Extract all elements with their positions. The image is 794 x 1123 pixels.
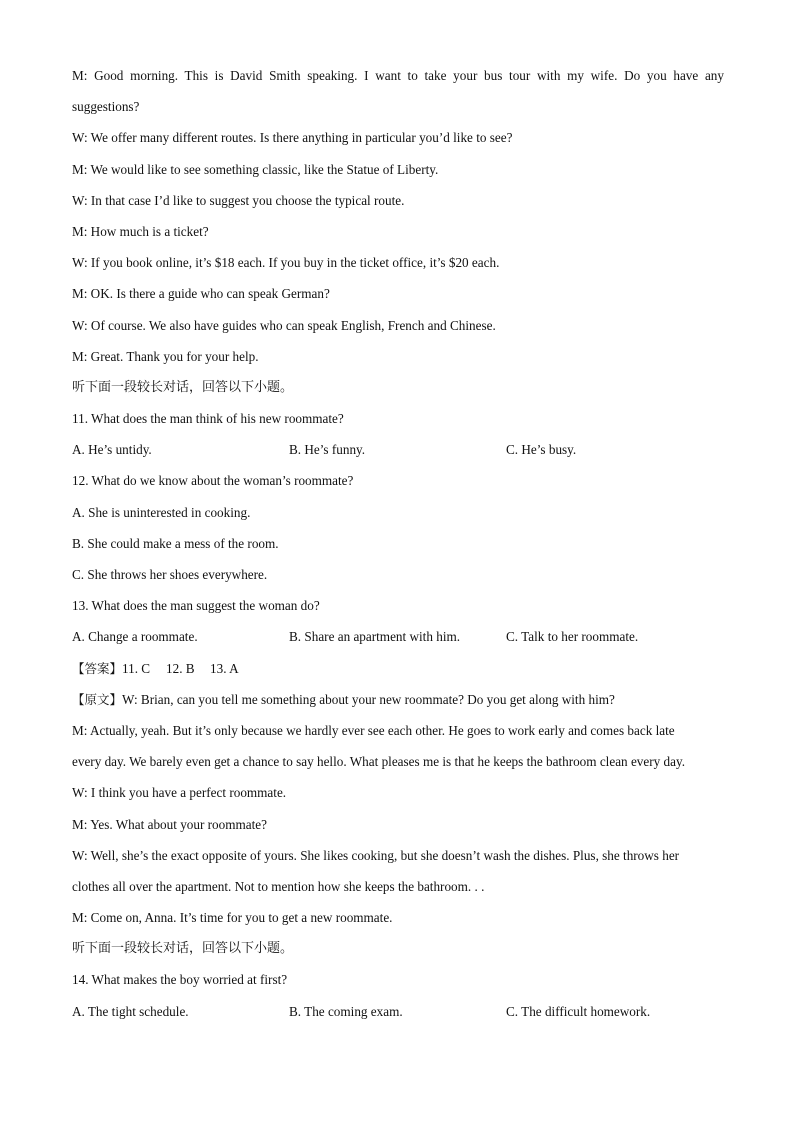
answer-label: 【答案】: [72, 660, 123, 676]
option-a: A. Change a roommate.: [72, 629, 198, 645]
dialogue-line: W: If you book online, it’s $18 each. If you buy in the ticket office, it’s $20 each.: [72, 255, 500, 271]
transcript-line: W: Well, she’s the exact opposite of yours. She likes cooking, but she doesn’t wash the dishes. Plus, she throws her: [72, 847, 680, 863]
dialogue-line: M: OK. Is there a guide who can speak German?: [72, 286, 330, 302]
dialogue-line: suggestions?: [72, 99, 140, 115]
dialogue-line: M: We would like to see something classic, like the Statue of Liberty.: [72, 161, 439, 177]
transcript-line: clothes all over the apartment. Not to mention how she keeps the bathroom. . .: [72, 878, 485, 894]
option-a: A. The tight schedule.: [72, 1003, 189, 1019]
transcript-line: M: Actually, yeah. But it’s only because we hardly ever see each other. He goes to work early and comes back late: [72, 722, 675, 738]
option-b: B. Share an apartment with him.: [289, 629, 461, 645]
options-row-11: [72, 434, 724, 465]
option-a: A. He’s untidy.: [72, 442, 152, 458]
section-instruction: 听下面一段较长对话，回答以下小题。: [72, 941, 294, 957]
section-instruction: 听下面一段较长对话，回答以下小题。: [72, 379, 294, 395]
dialogue-line: W: We offer many different routes. Is there anything in particular you’d like to see?: [72, 130, 513, 146]
dialogue-line: W: Of course. We also have guides who can speak English, French and Chinese.: [72, 317, 496, 333]
transcript-line: M: Yes. What about your roommate?: [72, 816, 267, 832]
option-b: B. He’s funny.: [289, 442, 366, 458]
dialogue-line: M: Good morning. This is David Smith speaking. I want to take your bus tour with my wife. Do you have any: [72, 68, 724, 83]
option-c: C. He’s busy.: [506, 442, 577, 458]
transcript-line: M: Come on, Anna. It’s time for you to get a new roommate.: [72, 910, 393, 926]
answer-key: [72, 653, 724, 684]
option-c: C. Talk to her roommate.: [506, 629, 639, 645]
dialogue-line: M: How much is a ticket?: [72, 223, 209, 239]
question-stem-12: 12. What do we know about the woman’s roommate?: [72, 473, 354, 489]
dialogue-line: M: Great. Thank you for your help.: [72, 348, 259, 364]
transcript-line: W: I think you have a perfect roommate.: [72, 785, 287, 801]
exam-page: [72, 60, 724, 1027]
option-c: C. She throws her shoes everywhere.: [72, 567, 268, 582]
option-b: B. She could make a mess of the room.: [72, 535, 279, 551]
question-stem-13: 13. What does the man suggest the woman do?: [72, 598, 320, 614]
transcript-first-line: [72, 684, 724, 715]
question-stem-14: 14. What makes the boy worried at first?: [72, 972, 288, 988]
answer-item: 13. A: [210, 660, 239, 676]
option-c: C. The difficult homework.: [506, 1003, 651, 1019]
answer-item: 12. B: [166, 660, 195, 676]
option-b: B. The coming exam.: [289, 1003, 403, 1019]
transcript-line: every day. We barely even get a chance to say hello. What pleases me is that he keeps the bathroom clean every day.: [72, 754, 686, 770]
transcript-label: 【原文】: [72, 691, 123, 707]
options-row-14: [72, 996, 724, 1027]
dialogue-line: W: In that case I’d like to suggest you choose the typical route.: [72, 192, 405, 208]
transcript-text: W: Brian, can you tell me something about your new roommate? Do you get along with him?: [122, 691, 615, 707]
answer-item: 11. C: [122, 660, 151, 676]
options-row-13: [72, 621, 724, 652]
option-a: A. She is uninterested in cooking.: [72, 504, 251, 520]
question-stem-11: 11. What does the man think of his new roommate?: [72, 411, 344, 427]
